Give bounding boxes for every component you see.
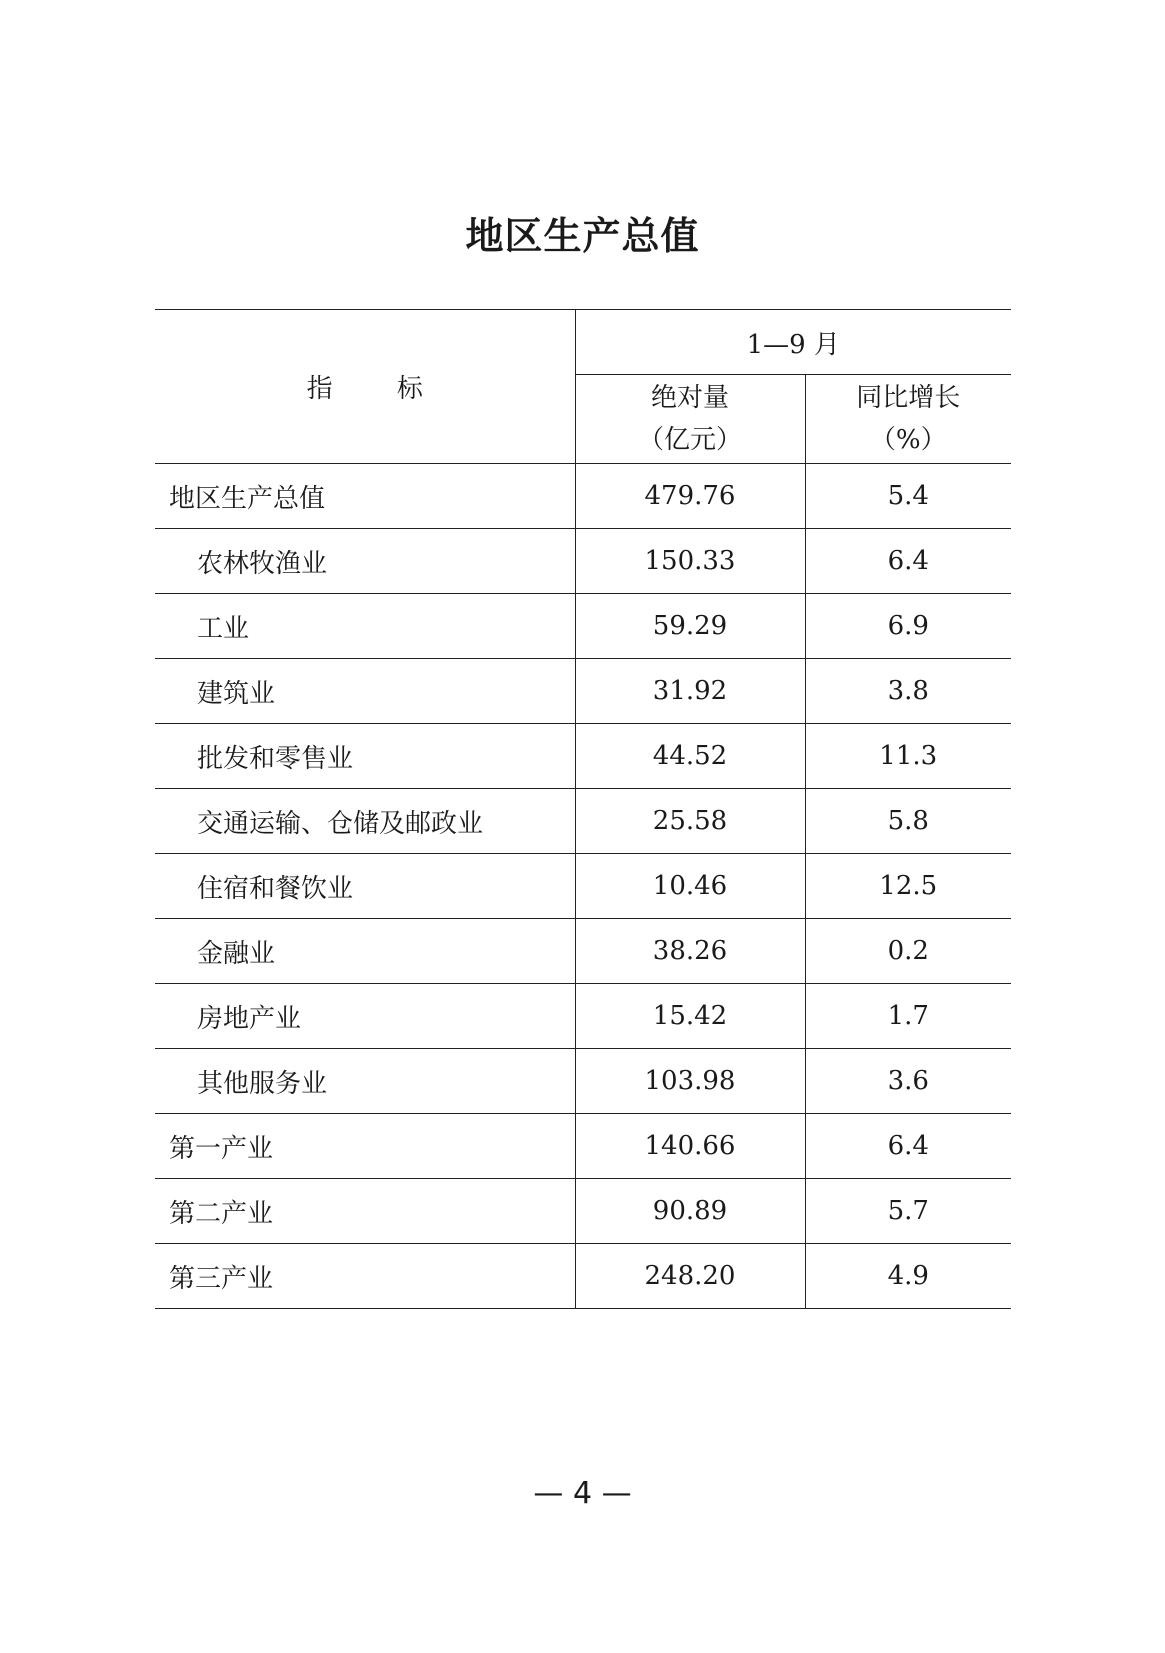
yoy-growth-label: 同比增长 [856,383,961,413]
yoy-growth-unit: （%） [869,425,947,455]
row-absolute-value: 248.20 [575,1244,805,1309]
row-indicator: 住宿和餐饮业 [155,854,575,919]
row-yoy-growth: 6.4 [805,529,1011,594]
row-indicator: 交通运输、仓储及邮政业 [155,789,575,854]
row-absolute-value: 90.89 [575,1179,805,1244]
indicator-header: 指 标 [155,310,575,464]
row-absolute-value: 59.29 [575,594,805,659]
row-absolute-value: 10.46 [575,854,805,919]
page-title: 地区生产总值 [465,214,700,258]
row-indicator: 第一产业 [155,1114,575,1179]
row-absolute-value: 38.26 [575,919,805,984]
yoy-growth-header [805,375,1011,464]
row-yoy-growth: 6.4 [805,1114,1011,1179]
absolute-value-unit: （亿元） [637,425,742,455]
table-row [155,854,1011,919]
row-absolute-value: 44.52 [575,724,805,789]
page-number: — 4 — [533,1476,632,1511]
row-absolute-value: 479.76 [575,464,805,529]
table-row [155,724,1011,789]
row-yoy-growth: 0.2 [805,919,1011,984]
period-header: 1—9 月 [575,310,1011,375]
row-indicator: 第三产业 [155,1244,575,1309]
table-row [155,659,1011,724]
absolute-value-label: 绝对量 [650,383,729,413]
row-absolute-value: 25.58 [575,789,805,854]
row-indicator: 地区生产总值 [155,464,575,529]
row-absolute-value: 150.33 [575,529,805,594]
table-row [155,1114,1011,1179]
gdp-table [155,309,1011,1309]
row-yoy-growth: 5.8 [805,789,1011,854]
row-yoy-growth: 11.3 [805,724,1011,789]
row-yoy-growth: 3.6 [805,1049,1011,1114]
table-row [155,1179,1011,1244]
table-row [155,529,1011,594]
table-row [155,789,1011,854]
table-row [155,464,1011,529]
row-absolute-value: 31.92 [575,659,805,724]
absolute-value-header [575,375,805,464]
row-indicator: 第二产业 [155,1179,575,1244]
table-row [155,594,1011,659]
row-absolute-value: 15.42 [575,984,805,1049]
table-row [155,1049,1011,1114]
row-absolute-value: 103.98 [575,1049,805,1114]
table-row [155,1244,1011,1309]
table-row [155,984,1011,1049]
row-indicator: 房地产业 [155,984,575,1049]
row-indicator: 金融业 [155,919,575,984]
row-indicator: 农林牧渔业 [155,529,575,594]
row-indicator: 批发和零售业 [155,724,575,789]
row-yoy-growth: 12.5 [805,854,1011,919]
row-absolute-value: 140.66 [575,1114,805,1179]
row-yoy-growth: 4.9 [805,1244,1011,1309]
row-yoy-growth: 5.4 [805,464,1011,529]
row-yoy-growth: 1.7 [805,984,1011,1049]
row-yoy-growth: 3.8 [805,659,1011,724]
row-yoy-growth: 6.9 [805,594,1011,659]
row-indicator: 工业 [155,594,575,659]
row-yoy-growth: 5.7 [805,1179,1011,1244]
row-indicator: 建筑业 [155,659,575,724]
table-row [155,919,1011,984]
row-indicator: 其他服务业 [155,1049,575,1114]
